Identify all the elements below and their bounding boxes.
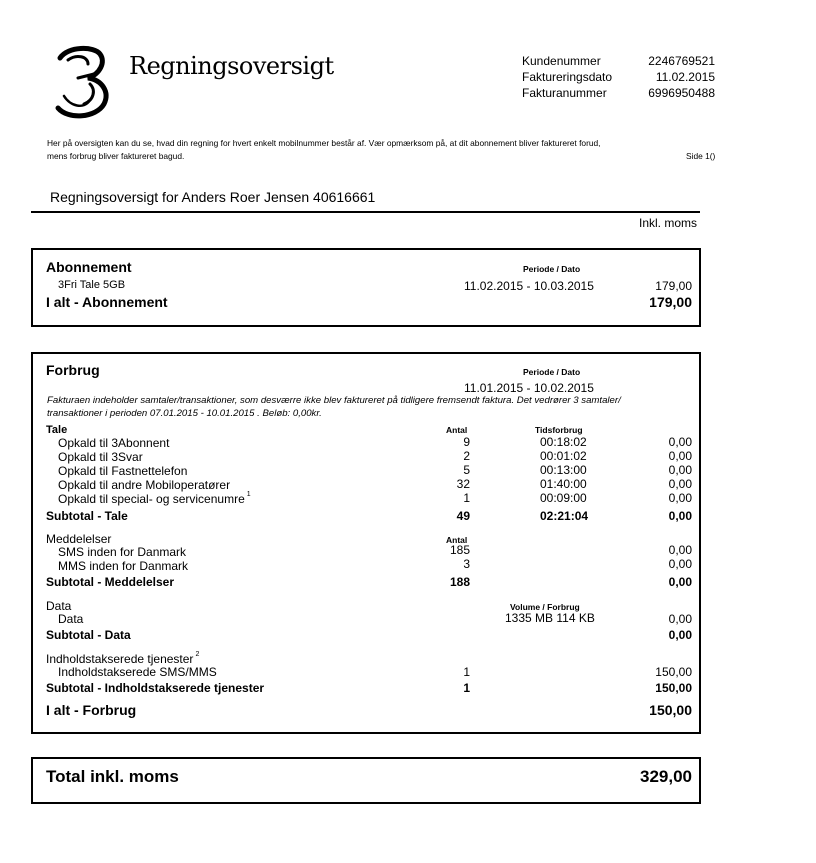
data-row-name: Data	[58, 612, 84, 626]
page-title: Regningsoversigt	[129, 52, 334, 80]
tale-subtotal-amount: 0,00	[668, 509, 692, 523]
indhold-subtotal-amount: 150,00	[655, 681, 692, 695]
tale-row-name: Opkald til special- og servicenumre	[58, 492, 245, 506]
meddelelser-title: Meddelelser	[46, 532, 112, 546]
footnote-marker: 1	[246, 491, 251, 498]
data-row-volume: 1335 MB 114 KB	[505, 611, 595, 625]
tale-row-amount: 0,00	[668, 449, 692, 463]
page-number: Side 1()	[686, 151, 716, 161]
data-col-volume: Volume / Forbrug	[510, 602, 580, 612]
meddelelser-subtotal-antal: 188	[449, 575, 470, 589]
tale-col-antal: Antal	[446, 425, 468, 435]
invoice-number-label: Fakturanummer	[522, 86, 607, 100]
data-subtotal-amount: 0,00	[668, 628, 692, 642]
tale-title: Tale	[46, 424, 68, 436]
overview-divider	[31, 211, 700, 213]
abonnement-period-header: Periode / Dato	[523, 264, 581, 274]
tale-row-name: Opkald til 3Abonnent	[58, 436, 170, 450]
tale-row-name: Opkald til 3Svar	[58, 450, 143, 464]
tale-row-antal: 1	[463, 491, 470, 505]
meddelelser-row-antal: 185	[449, 543, 470, 557]
tale-row-special	[58, 492, 251, 506]
forbrug-period: 11.01.2015 - 10.02.2015	[464, 381, 594, 395]
indhold-title: Indholdstakserede tjenester	[46, 652, 194, 666]
indhold-title-wrap	[46, 652, 199, 666]
tale-subtotal-tid: 02:21:04	[540, 509, 589, 523]
customer-number-label: Kundenummer	[522, 54, 601, 68]
tale-row-tid: 00:13:00	[540, 463, 587, 477]
data-subtotal-label: Subtotal - Data	[46, 628, 131, 642]
data-title: Data	[46, 599, 72, 613]
invoice-date-label: Faktureringsdato	[522, 70, 613, 84]
invoice-number-value: 6996950488	[648, 86, 715, 100]
tale-row-antal: 5	[463, 463, 470, 477]
meddelelser-row-antal: 3	[463, 557, 470, 571]
tale-row-antal: 9	[463, 435, 470, 449]
meddelelser-row-name: SMS inden for Danmark	[58, 545, 187, 559]
abonnement-item-period: 11.02.2015 - 10.03.2015	[464, 279, 594, 293]
overview-title: Regningsoversigt for Anders Roer Jensen 40616661	[50, 189, 376, 205]
grand-total-amount: 329,00	[640, 767, 692, 786]
abonnement-total-label: I alt - Abonnement	[46, 294, 168, 310]
indhold-subtotal-antal: 1	[463, 681, 470, 695]
tale-row-tid: 01:40:00	[540, 477, 587, 491]
indhold-row-antal: 1	[463, 665, 470, 679]
tale-row-tid: 00:01:02	[540, 449, 587, 463]
forbrug-total-amount: 150,00	[649, 702, 692, 718]
forbrug-note-line1: Fakturaen indeholder samtaler/transaktioner, som desværre ikke blev faktureret på tidligere fremsendt faktura. Det vedrører 3 samtaler/	[47, 395, 621, 406]
tale-row-name: Opkald til andre Mobiloperatører	[58, 478, 231, 492]
abonnement-item-name: 3Fri Tale 5GB	[58, 279, 126, 291]
data-row-amount: 0,00	[668, 612, 692, 626]
tale-row-amount: 0,00	[668, 435, 692, 449]
meddelelser-row-amount: 0,00	[668, 557, 692, 571]
tale-row-tid: 00:09:00	[540, 491, 587, 505]
tale-row-amount: 0,00	[668, 491, 692, 505]
meddelelser-subtotal-label: Subtotal - Meddelelser	[46, 575, 175, 589]
customer-number-value: 2246769521	[648, 54, 715, 68]
meddelelser-row-name: MMS inden for Danmark	[58, 559, 189, 573]
tale-row-name: Opkald til Fastnettelefon	[58, 464, 188, 478]
intro-text-line2: mens forbrug bliver faktureret bagud.	[47, 151, 185, 161]
abonnement-item-amount: 179,00	[655, 279, 692, 293]
meddelelser-row-amount: 0,00	[668, 543, 692, 557]
footnote-marker: 2	[195, 651, 200, 658]
tale-row-antal: 2	[463, 449, 470, 463]
invoice-date-value: 11.02.2015	[655, 70, 715, 84]
indhold-subtotal-label: Subtotal - Indholdstakserede tjenester	[46, 681, 265, 695]
intro-text-line1: Her på oversigten kan du se, hvad din regning for hvert enkelt mobilnummer består af. Vær opmærksom på, at dit abonnement bliver faktureret forud,	[47, 138, 601, 148]
grand-total-label: Total inkl. moms	[46, 767, 179, 786]
tale-col-tid: Tidsforbrug	[535, 425, 583, 435]
forbrug-total-label: I alt - Forbrug	[46, 702, 137, 718]
indhold-row-name: Indholdstakserede SMS/MMS	[58, 665, 217, 679]
abonnement-title: Abonnement	[46, 259, 132, 275]
tale-row-amount: 0,00	[668, 477, 692, 491]
indhold-row-amount: 150,00	[655, 665, 692, 679]
tale-subtotal-label: Subtotal - Tale	[46, 509, 128, 523]
forbrug-note-line2: transaktioner i perioden 07.01.2015 - 10.01.2015 . Beløb: 0,00kr.	[47, 408, 322, 419]
tale-row-tid: 00:18:02	[540, 435, 587, 449]
meddelelser-col-antal: Antal	[446, 535, 468, 545]
incl-vat-label: Inkl. moms	[639, 216, 698, 230]
meddelelser-subtotal-amount: 0,00	[668, 575, 692, 589]
abonnement-total-amount: 179,00	[649, 294, 692, 310]
tale-row-antal: 32	[456, 477, 470, 491]
three-logo	[50, 44, 116, 120]
forbrug-title: Forbrug	[46, 362, 100, 378]
forbrug-period-header: Periode / Dato	[523, 367, 581, 377]
tale-row-amount: 0,00	[668, 463, 692, 477]
tale-subtotal-antal: 49	[456, 509, 470, 523]
